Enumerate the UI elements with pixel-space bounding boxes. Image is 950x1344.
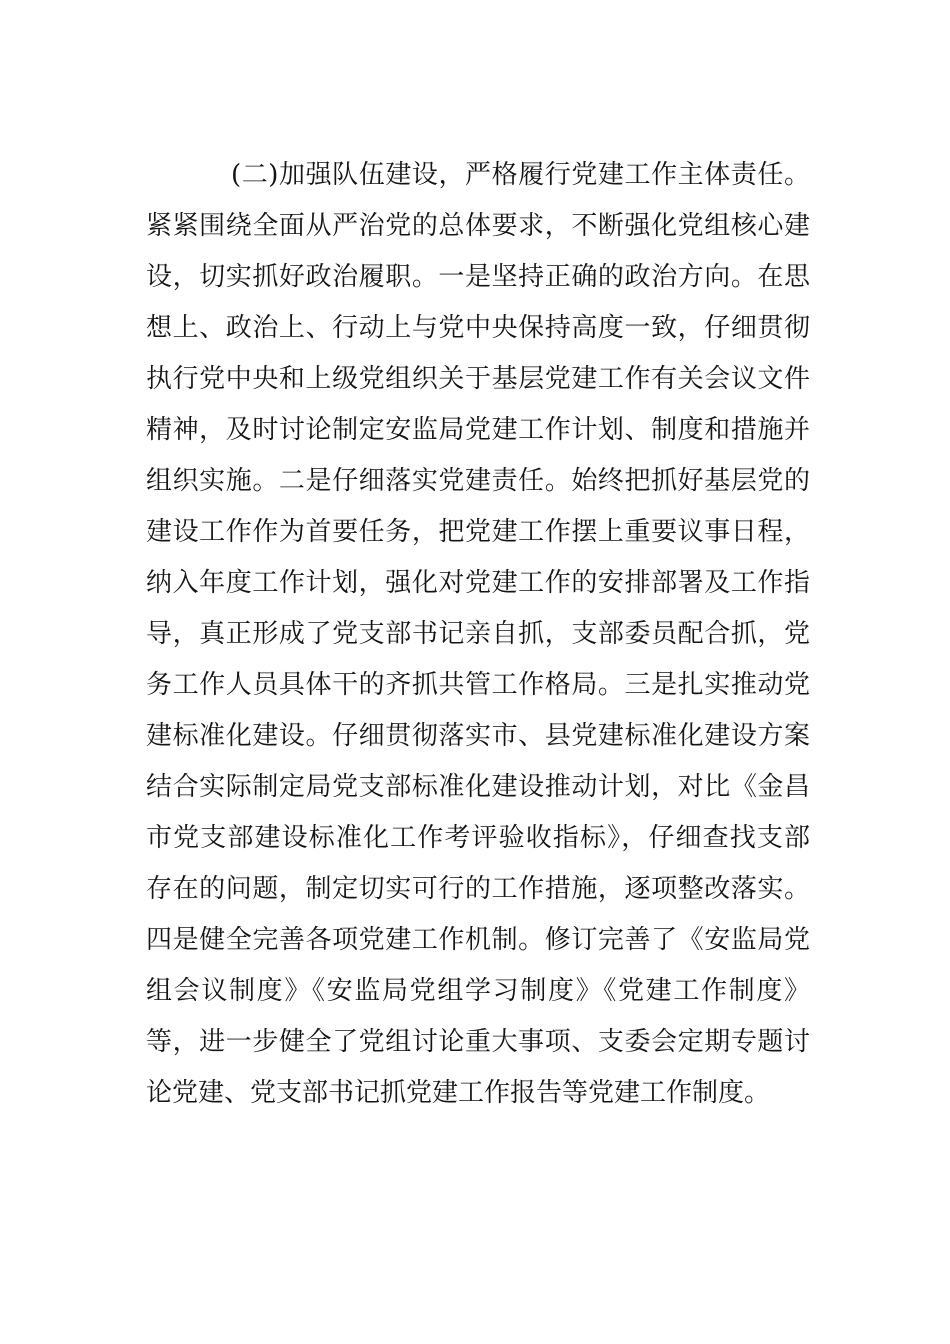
paragraph-line: 组会议制度》《安监局党组学习制度》《党建工作制度》 bbox=[146, 976, 810, 1006]
paragraph-line: (二)加强队伍建设，严格履行党建工作主体责任。 bbox=[231, 160, 810, 190]
paragraph-line: 建设工作作为首要任务，把党建工作摆上重要议事日程， bbox=[146, 517, 810, 547]
paragraph-line: 等，进一步健全了党组讨论重大事项、支委会定期专题讨 bbox=[146, 1027, 810, 1057]
paragraph-line: 四是健全完善各项党建工作机制。修订完善了《安监局党 bbox=[146, 925, 810, 955]
paragraph-line: 想上、政治上、行动上与党中央保持高度一致，仔细贯彻 bbox=[146, 313, 810, 343]
paragraph-line: 纳入年度工作计划，强化对党建工作的安排部署及工作指 bbox=[146, 568, 810, 598]
paragraph-line: 存在的问题，制定切实可行的工作措施，逐项整改落实。 bbox=[146, 874, 810, 904]
paragraph-line: 设，切实抓好政治履职。一是坚持正确的政治方向。在思 bbox=[146, 262, 810, 292]
paragraph-line: 务工作人员具体干的齐抓共管工作格局。三是扎实推动党 bbox=[146, 670, 810, 700]
paragraph-line: 论党建、党支部书记抓党建工作报告等党建工作制度。 bbox=[146, 1078, 771, 1108]
paragraph-line: 组织实施。二是仔细落实党建责任。始终把抓好基层党的 bbox=[146, 466, 810, 496]
paragraph-line: 市党支部建设标准化工作考评验收指标》，仔细查找支部 bbox=[146, 823, 810, 853]
paragraph-line: 导，真正形成了党支部书记亲自抓，支部委员配合抓，党 bbox=[146, 619, 810, 649]
paragraph-line: 精神，及时讨论制定安监局党建工作计划、制度和措施并 bbox=[146, 415, 810, 445]
paragraph-line: 建标准化建设。仔细贯彻落实市、县党建标准化建设方案 bbox=[146, 721, 810, 751]
paragraph-line: 结合实际制定局党支部标准化建设推动计划，对比《金昌 bbox=[146, 772, 810, 802]
paragraph-line: 紧紧围绕全面从严治党的总体要求，不断强化党组核心建 bbox=[146, 211, 810, 241]
paragraph-line: 执行党中央和上级党组织关于基层党建工作有关会议文件 bbox=[146, 364, 810, 394]
paragraph bbox=[146, 150, 810, 1119]
